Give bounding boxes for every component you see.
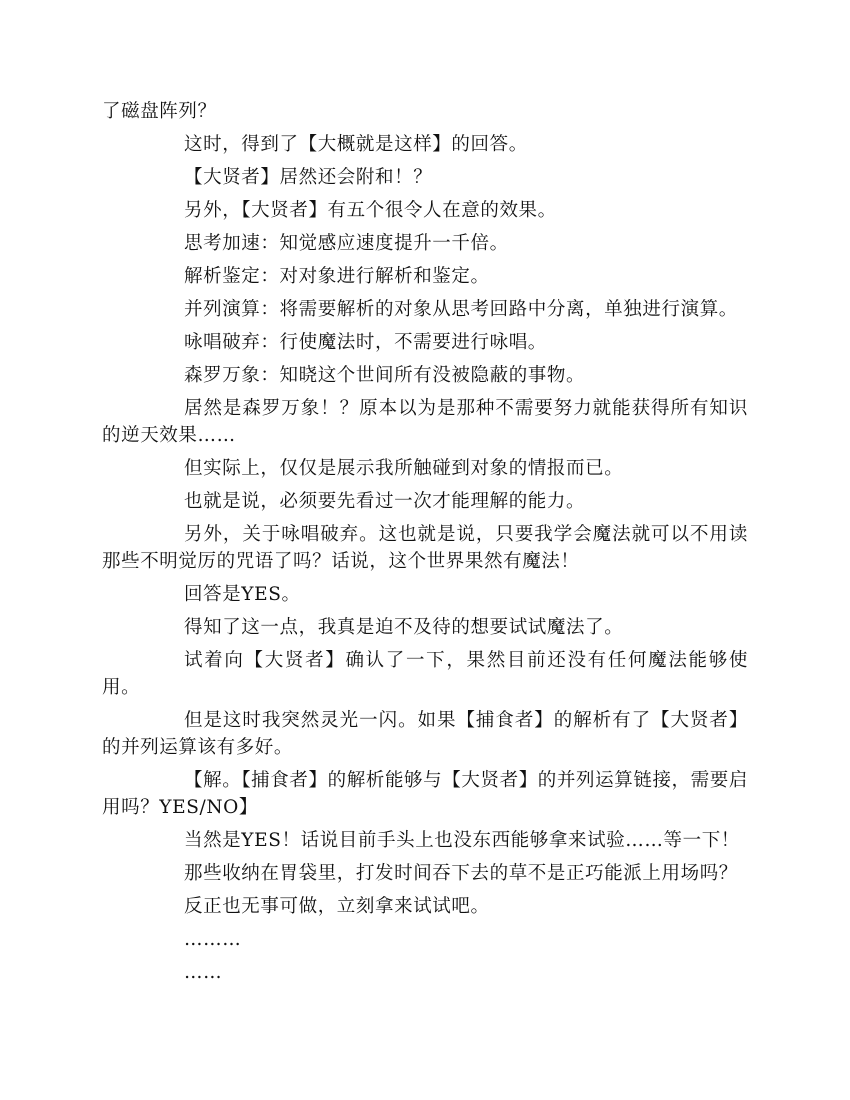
- document-body: [102, 98, 748, 992]
- paragraph: 但实际上，仅仅是展示我所触碰到对象的情报而已。: [184, 458, 624, 479]
- paragraph: 这时，得到了【大概就是这样】的回答。: [184, 134, 528, 155]
- paragraph: 咏唱破弃：行使魔法时，不需要进行咏唱。: [184, 332, 547, 353]
- paragraph: 那些收纳在胃袋里，打发时间吞下去的草不是正巧能派上用场吗？: [184, 863, 738, 884]
- paragraph: 当然是YES！话说目前手头上也没东西能够拿来试验……等一下！: [184, 830, 740, 851]
- paragraph: 试着向【大贤者】确认了一下，果然目前还没有任何魔法能够使用。: [102, 650, 748, 698]
- paragraph: 解析鉴定：对对象进行解析和鉴定。: [184, 266, 490, 287]
- paragraph: ……: [184, 962, 223, 983]
- paragraph: 了磁盘阵列？: [102, 101, 217, 122]
- paragraph: 得知了这一点，我真是迫不及待的想要试试魔法了。: [184, 617, 624, 638]
- paragraph: 反正也无事可做，立刻拿来试试吧。: [184, 896, 490, 917]
- paragraph: ………: [184, 929, 242, 950]
- paragraph: 【大贤者】居然还会附和！？: [184, 167, 433, 188]
- paragraph: 居然是森罗万象！？原本以为是那种不需要努力就能获得所有知识的逆天效果……: [102, 398, 748, 446]
- paragraph: 但是这时我突然灵光一闪。如果【捕食者】的解析有了【大贤者】的并列运算该有多好。: [102, 710, 748, 758]
- paragraph: 另外，【大贤者】有五个很令人在意的效果。: [184, 200, 557, 221]
- paragraph: 并列演算：将需要解析的对象从思考回路中分离，单独进行演算。: [184, 299, 738, 320]
- paragraph: 另外，关于咏唱破弃。这也就是说，只要我学会魔法就可以不用读那些不明觉厉的咒语了吗？话说，这个世界果然有魔法！: [102, 524, 748, 572]
- paragraph: 森罗万象：知晓这个世间所有没被隐蔽的事物。: [184, 365, 586, 386]
- paragraph: 【解。【捕食者】的解析能够与【大贤者】的并列运算链接，需要启用吗？YES/NO】: [102, 770, 748, 818]
- paragraph: 思考加速：知觉感应速度提升一千倍。: [184, 233, 509, 254]
- paragraph: 也就是说，必须要先看过一次才能理解的能力。: [184, 491, 586, 512]
- paragraph: 回答是YES。: [184, 584, 301, 605]
